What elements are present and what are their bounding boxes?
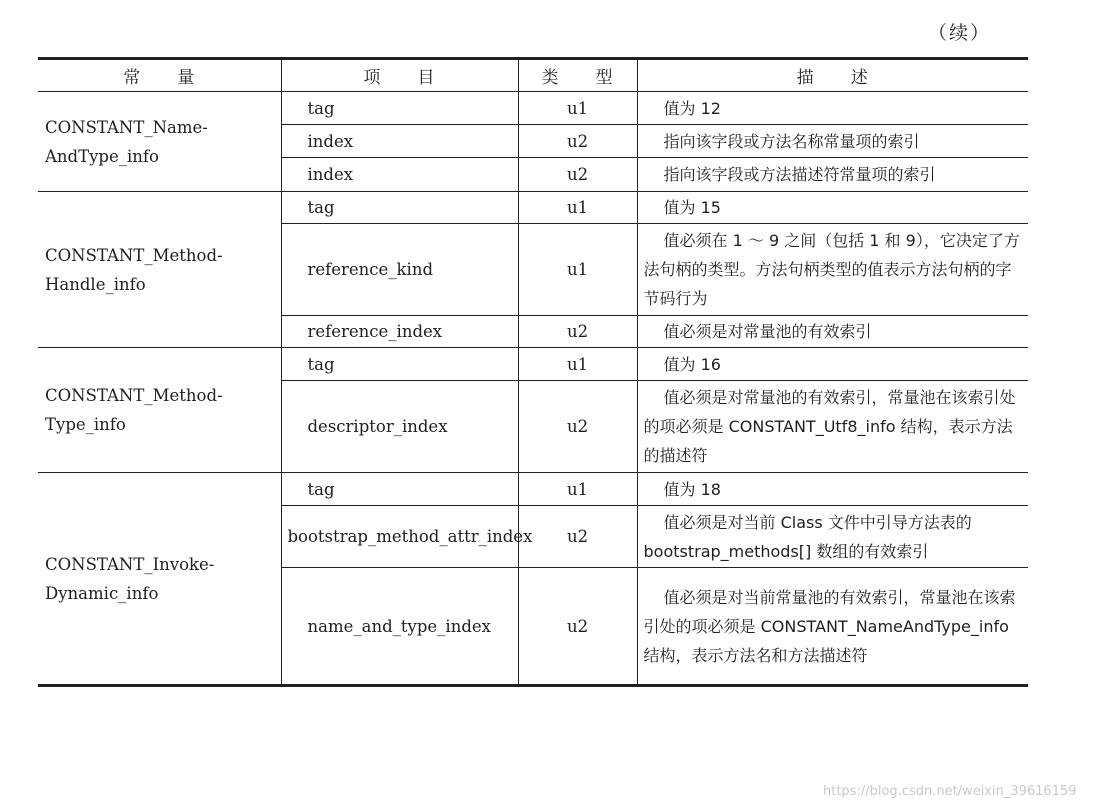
description-cell: 值必须是对当前 Class 文件中引导方法表的 bootstrap_methods[] 数组的有效索引 xyxy=(637,506,1028,568)
item-cell: reference_kind xyxy=(281,224,518,316)
description-cell: 值为 18 xyxy=(637,473,1028,506)
header-type: 类 型 xyxy=(518,59,637,92)
constant-name-line: CONSTANT_Method- xyxy=(45,245,223,265)
header-constant: 常 量 xyxy=(38,59,281,92)
type-cell: u1 xyxy=(518,92,637,125)
item-cell: name_and_type_index xyxy=(281,568,518,686)
type-cell: u1 xyxy=(518,224,637,316)
table-row xyxy=(38,192,1028,224)
item-cell: bootstrap_method_attr_index xyxy=(281,506,518,568)
description-cell: 值为 15 xyxy=(637,192,1028,224)
item-cell: tag xyxy=(281,92,518,125)
watermark: https://blog.csdn.net/weixin_39616159 xyxy=(823,784,1077,799)
constant-name-line: Type_info xyxy=(45,415,126,434)
continued-label: （续） xyxy=(928,22,992,44)
constant-name-line: CONSTANT_Method- xyxy=(45,386,223,405)
description-cell: 值为 12 xyxy=(637,92,1028,125)
type-cell: u2 xyxy=(518,506,637,568)
type-cell: u1 xyxy=(518,192,637,224)
description-cell: 值必须在 1 ～ 9 之间（包括 1 和 9），它决定了方法句柄的类型。方法句柄类型的值表示方法句柄的字节码行为 xyxy=(637,224,1028,316)
item-cell: reference_index xyxy=(281,316,518,348)
type-cell: u2 xyxy=(518,381,637,473)
header-description: 描 述 xyxy=(637,59,1028,92)
type-cell: u2 xyxy=(518,568,637,686)
constant-name-line: Handle_info xyxy=(45,274,146,294)
table-header-row xyxy=(38,59,1028,92)
type-cell: u1 xyxy=(518,348,637,381)
constant-name-line: Dynamic_info xyxy=(45,583,159,603)
constant-name-line: CONSTANT_Invoke- xyxy=(45,554,215,574)
table-row xyxy=(38,92,1028,125)
item-cell: tag xyxy=(281,192,518,224)
item-cell: index xyxy=(281,125,518,158)
type-cell: u2 xyxy=(518,316,637,348)
type-cell: u2 xyxy=(518,158,637,192)
description-cell: 指向该字段或方法描述符常量项的索引 xyxy=(637,158,1028,192)
item-cell: index xyxy=(281,158,518,192)
constant-name-cell xyxy=(38,92,281,192)
description-cell: 值为 16 xyxy=(637,348,1028,381)
type-cell: u1 xyxy=(518,473,637,506)
constant-name-cell xyxy=(38,192,281,348)
constant-name-line: AndType_info xyxy=(45,146,159,166)
constant-pool-table xyxy=(38,57,1028,687)
description-cell: 值必须是对常量池的有效索引 xyxy=(637,316,1028,348)
description-cell: 值必须是对当前常量池的有效索引，常量池在该索引处的项必须是 CONSTANT_NameAndType_info 结构，表示方法名和方法描述符 xyxy=(637,568,1028,686)
item-cell: tag xyxy=(281,473,518,506)
type-cell: u2 xyxy=(518,125,637,158)
item-cell: tag xyxy=(281,348,518,381)
description-cell: 指向该字段或方法名称常量项的索引 xyxy=(637,125,1028,158)
item-cell: descriptor_index xyxy=(281,381,518,473)
constant-name-line: CONSTANT_Name- xyxy=(45,117,208,137)
header-item: 项 目 xyxy=(281,59,518,92)
constant-name-cell xyxy=(38,348,281,473)
table-row xyxy=(38,348,1028,381)
table-row xyxy=(38,473,1028,506)
description-cell: 值必须是对常量池的有效索引，常量池在该索引处的项必须是 CONSTANT_Utf8_info 结构，表示方法的描述符 xyxy=(637,381,1028,473)
constant-name-cell xyxy=(38,473,281,686)
